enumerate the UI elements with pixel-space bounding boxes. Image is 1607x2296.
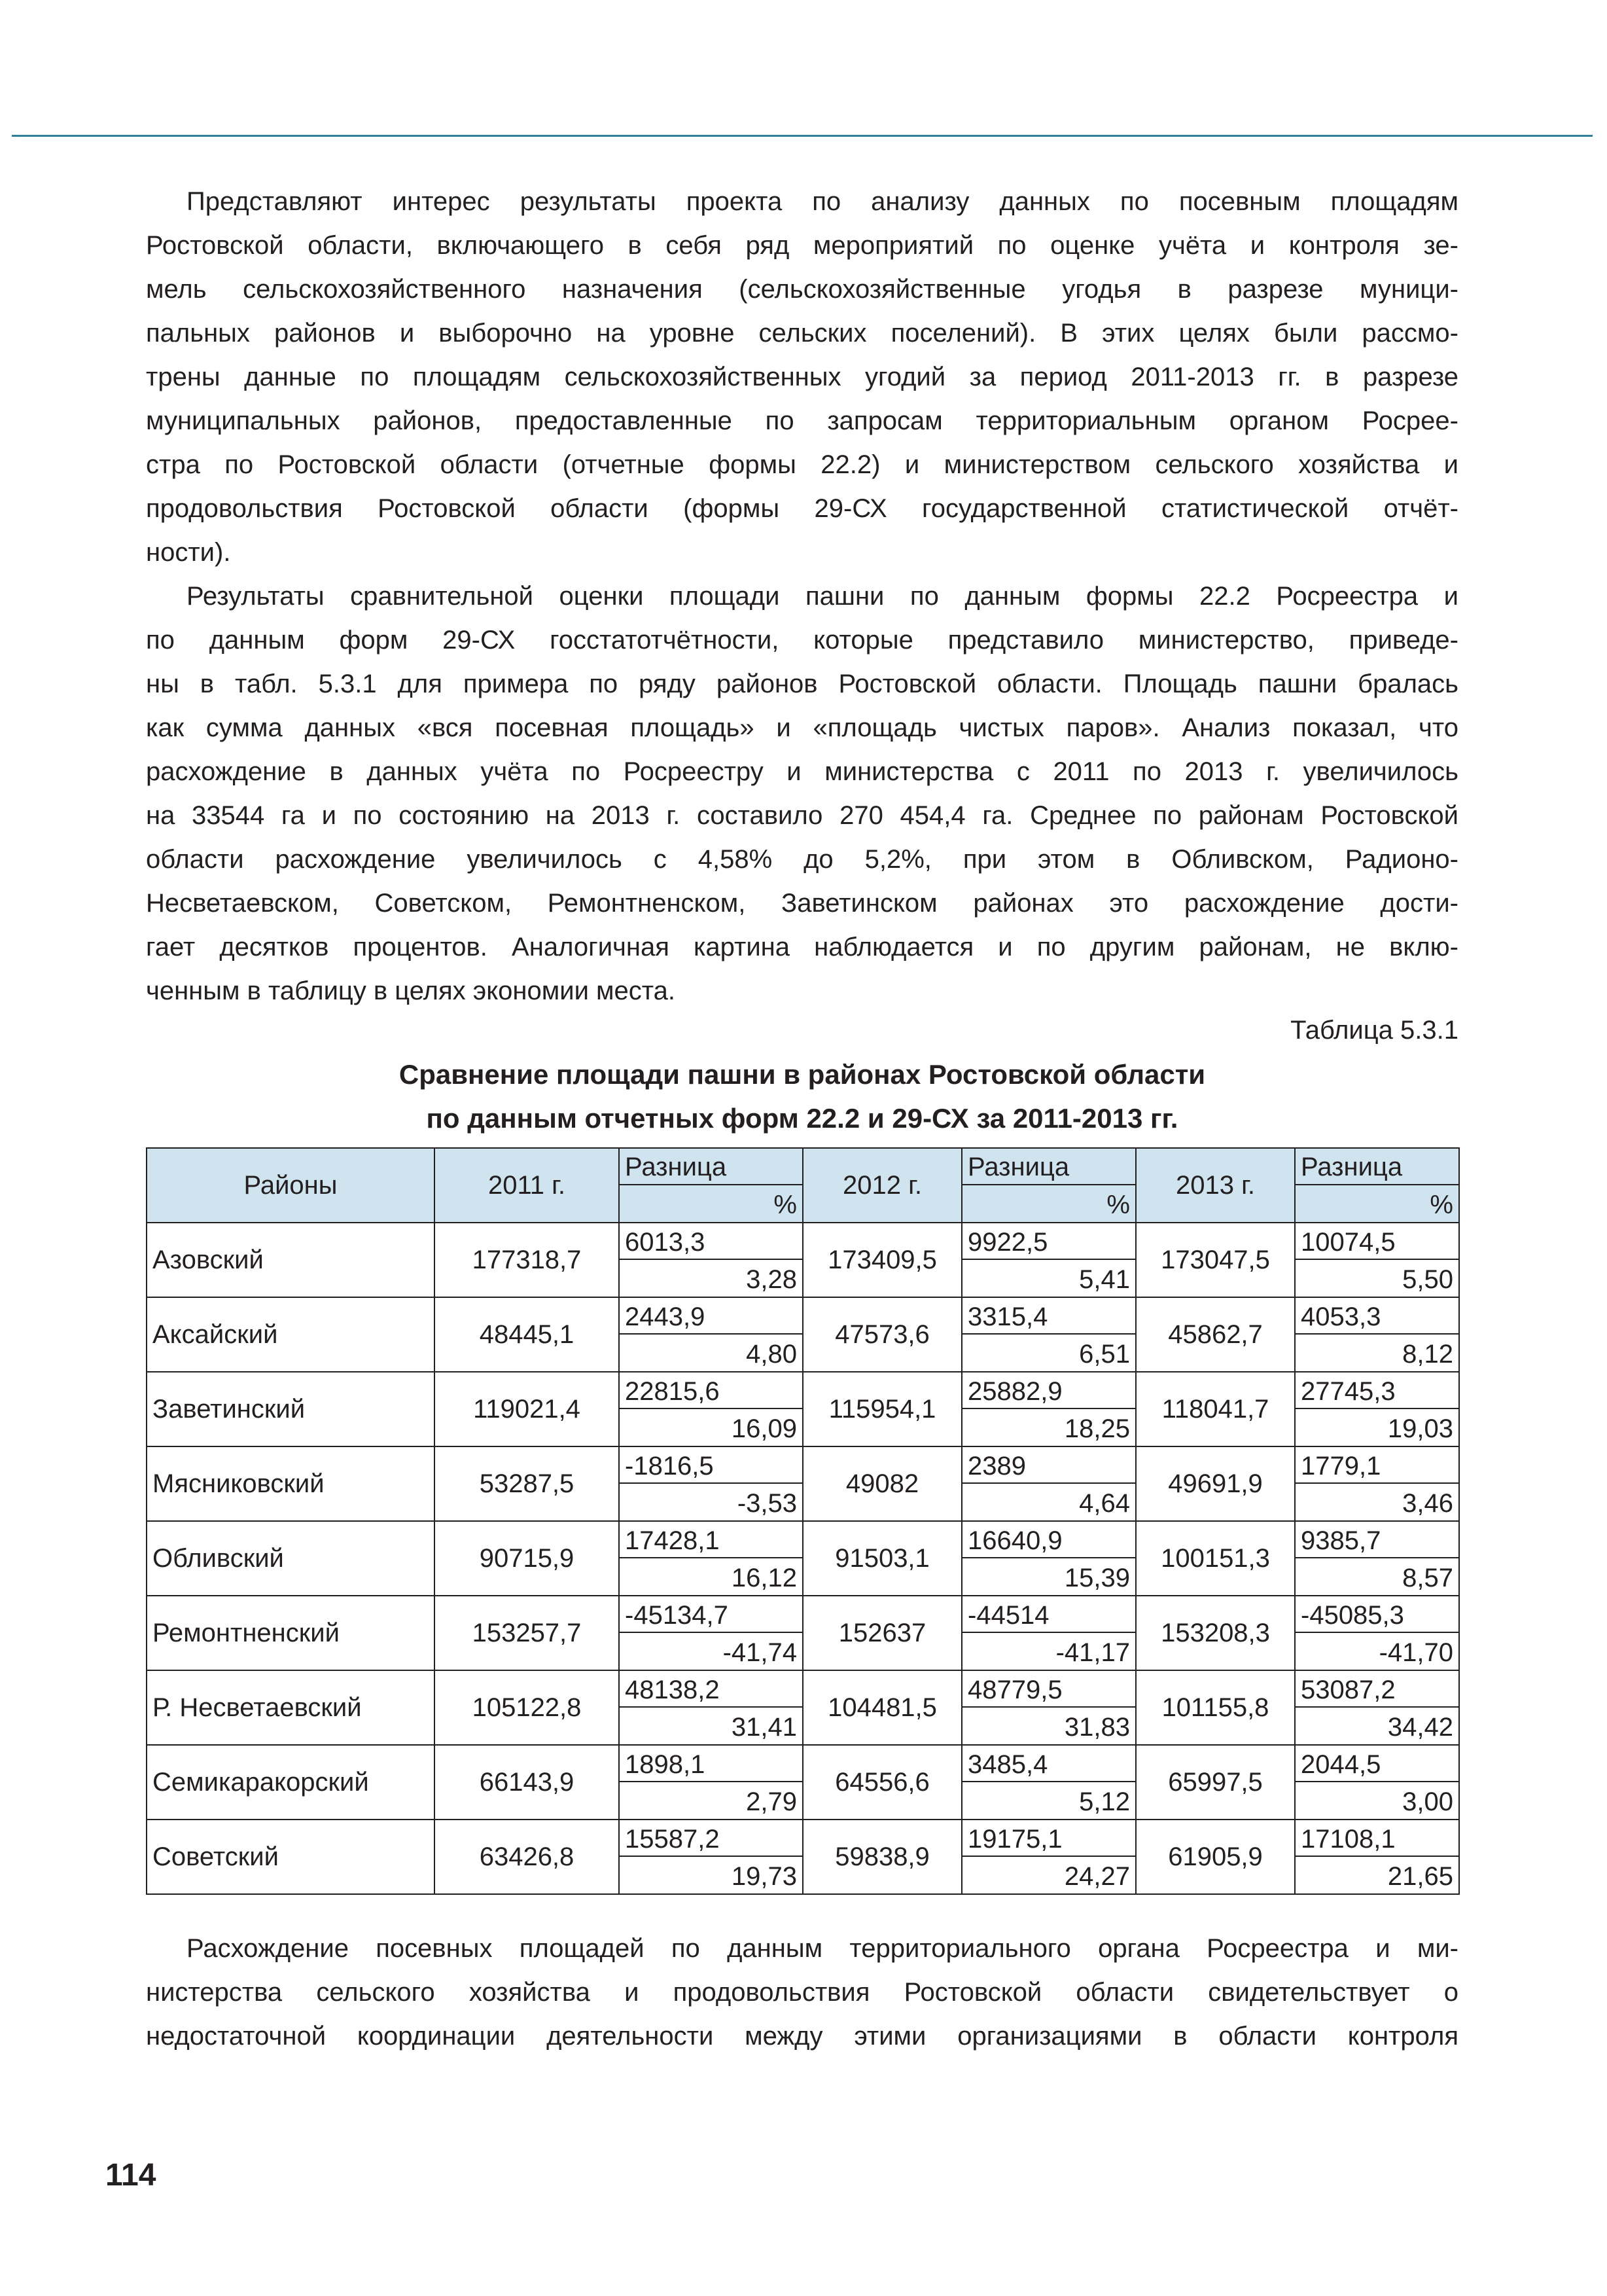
area-value: 100151,3 <box>1136 1521 1295 1596</box>
difference-cell <box>619 1670 803 1745</box>
table-row <box>147 1521 1459 1596</box>
difference-cell <box>962 1297 1136 1372</box>
header-diff-label: Разница <box>620 1149 802 1185</box>
area-value: 105122,8 <box>434 1670 619 1745</box>
difference-percent: -41,70 <box>1379 1638 1453 1667</box>
comparison-table <box>146 1147 1460 1895</box>
difference-percent: 18,25 <box>1064 1414 1130 1443</box>
difference-cell <box>1295 1372 1459 1446</box>
area-value: 119021,4 <box>434 1372 619 1446</box>
table-row <box>147 1745 1459 1820</box>
text-line: Результаты сравнительной оценки площади пашни по данным формы 22.2 Росреестра и <box>186 582 1458 611</box>
difference-percent: -41,74 <box>722 1638 797 1667</box>
difference-value: 19175,1 <box>962 1820 1135 1857</box>
text-line: ченным в таблицу в целях экономии места. <box>146 977 676 1005</box>
difference-percent: -3,53 <box>737 1489 797 1518</box>
text-line: на 33544 га и по состоянию на 2013 г. составило 270 454,4 га. Среднее по районам Ростовской <box>146 801 1458 830</box>
district-name: Заветинский <box>147 1372 434 1446</box>
area-value: 177318,7 <box>434 1223 619 1297</box>
area-value: 90715,9 <box>434 1521 619 1596</box>
area-value: 153208,3 <box>1136 1596 1295 1670</box>
difference-value: 48779,5 <box>962 1671 1135 1708</box>
area-value: 63426,8 <box>434 1820 619 1894</box>
difference-percent: 19,73 <box>731 1862 797 1891</box>
difference-percent: 5,12 <box>1079 1787 1130 1816</box>
difference-percent: 3,46 <box>1402 1489 1453 1518</box>
area-value: 64556,6 <box>803 1745 962 1820</box>
text-line: продовольствия Ростовской области (формы 29-СХ государственной статистической отчёт- <box>146 494 1458 523</box>
difference-percent: 4,80 <box>746 1340 797 1369</box>
difference-value: 3315,4 <box>962 1298 1135 1335</box>
text-line: нистерства сельского хозяйства и продовольствия Ростовской области свидетельствует о <box>146 1978 1458 2007</box>
difference-cell <box>1295 1820 1459 1894</box>
difference-cell <box>1295 1223 1459 1297</box>
district-name: Ремонтненский <box>147 1596 434 1670</box>
district-name: Азовский <box>147 1223 434 1297</box>
difference-value: 22815,6 <box>620 1372 802 1409</box>
difference-percent: 21,65 <box>1387 1862 1453 1891</box>
difference-cell <box>1295 1745 1459 1820</box>
difference-percent: 2,79 <box>746 1787 797 1816</box>
difference-percent: 8,12 <box>1402 1340 1453 1369</box>
text-line: стра по Ростовской области (отчетные формы 22.2) и министерством сельского хозяйства и <box>146 450 1458 479</box>
page-number: 114 <box>105 2158 156 2193</box>
area-value: 173409,5 <box>803 1223 962 1297</box>
table-row <box>147 1820 1459 1894</box>
header-2012: 2012 г. <box>803 1148 962 1223</box>
area-value: 104481,5 <box>803 1670 962 1745</box>
text-line: мель сельскохозяйственного назначения (сельскохозяйственные угодья в разрезе муници- <box>146 275 1458 304</box>
difference-cell <box>1295 1670 1459 1745</box>
difference-cell <box>619 1745 803 1820</box>
area-value: 45862,7 <box>1136 1297 1295 1372</box>
difference-cell <box>619 1372 803 1446</box>
difference-value: 4053,3 <box>1296 1298 1458 1335</box>
text-line: гает десятков процентов. Аналогичная картина наблюдается и по другим районам, не вклю- <box>146 933 1458 961</box>
text-line: Несветаевском, Советском, Ремонтненском, Заветинском районах это расхождение дости- <box>146 889 1458 918</box>
difference-percent: 16,09 <box>731 1414 797 1443</box>
difference-percent: 31,41 <box>731 1713 797 1742</box>
difference-percent: -41,17 <box>1055 1638 1130 1667</box>
area-value: 61905,9 <box>1136 1820 1295 1894</box>
difference-value: 27745,3 <box>1296 1372 1458 1409</box>
header-diff-label: Разница <box>962 1149 1135 1185</box>
header-2013: 2013 г. <box>1136 1148 1295 1223</box>
difference-cell <box>619 1596 803 1670</box>
area-value: 49082 <box>803 1446 962 1521</box>
difference-percent: 8,57 <box>1402 1564 1453 1592</box>
difference-value: 17108,1 <box>1296 1820 1458 1857</box>
text-line: расхождение в данных учёта по Росреестру и министерства с 2011 по 2013 г. увеличилось <box>146 757 1458 786</box>
area-value: 65997,5 <box>1136 1745 1295 1820</box>
difference-value: -44514 <box>962 1596 1135 1633</box>
difference-cell <box>962 1670 1136 1745</box>
district-name: Р. Несветаевский <box>147 1670 434 1745</box>
area-value: 49691,9 <box>1136 1446 1295 1521</box>
table-header-row <box>147 1148 1459 1223</box>
top-rule <box>12 135 1593 137</box>
difference-cell <box>962 1596 1136 1670</box>
text-line: ны в табл. 5.3.1 для примера по ряду районов Ростовской области. Площадь пашни бралась <box>146 670 1458 698</box>
header-2011: 2011 г. <box>434 1148 619 1223</box>
area-value: 173047,5 <box>1136 1223 1295 1297</box>
difference-value: 17428,1 <box>620 1522 802 1558</box>
difference-value: 3485,4 <box>962 1746 1135 1782</box>
difference-cell <box>619 1521 803 1596</box>
difference-cell <box>962 1223 1136 1297</box>
text-line: Представляют интерес результаты проекта по анализу данных по посевным площадям <box>186 187 1458 216</box>
area-value: 153257,7 <box>434 1596 619 1670</box>
header-diff-2011 <box>619 1148 803 1223</box>
difference-value: 16640,9 <box>962 1522 1135 1558</box>
header-pct-label: % <box>1106 1191 1130 1219</box>
difference-value: 53087,2 <box>1296 1671 1458 1708</box>
difference-cell <box>619 1446 803 1521</box>
table-row <box>147 1372 1459 1446</box>
difference-percent: 19,03 <box>1387 1414 1453 1443</box>
table-row <box>147 1596 1459 1670</box>
difference-cell <box>619 1297 803 1372</box>
header-pct-label: % <box>1430 1191 1453 1219</box>
text-line: Ростовской области, включающего в себя ряд мероприятий по оценке учёта и контроля зе- <box>146 231 1458 260</box>
difference-percent: 24,27 <box>1064 1862 1130 1891</box>
district-name: Аксайский <box>147 1297 434 1372</box>
difference-value: 1898,1 <box>620 1746 802 1782</box>
area-value: 152637 <box>803 1596 962 1670</box>
difference-value: 48138,2 <box>620 1671 802 1708</box>
difference-percent: 15,39 <box>1064 1564 1130 1592</box>
table-row <box>147 1297 1459 1372</box>
header-pct-label: % <box>773 1191 797 1219</box>
difference-percent: 34,42 <box>1387 1713 1453 1742</box>
text-line: ности). <box>146 538 231 567</box>
difference-percent: 4,64 <box>1079 1489 1130 1518</box>
table-label: Таблица 5.3.1 <box>1290 1016 1458 1045</box>
header-diff-2012 <box>962 1148 1136 1223</box>
difference-value: 6013,3 <box>620 1223 802 1260</box>
district-name: Семикаракорский <box>147 1745 434 1820</box>
area-value: 91503,1 <box>803 1521 962 1596</box>
difference-cell <box>619 1820 803 1894</box>
paragraph-3 <box>146 1927 1458 2058</box>
area-value: 118041,7 <box>1136 1372 1295 1446</box>
area-value: 53287,5 <box>434 1446 619 1521</box>
table-title-line-1: Сравнение площади пашни в районах Ростовской области <box>398 1059 1206 1090</box>
paragraph-2 <box>146 575 1458 1013</box>
difference-cell <box>962 1820 1136 1894</box>
difference-cell <box>1295 1596 1459 1670</box>
area-value: 48445,1 <box>434 1297 619 1372</box>
text-line: муниципальных районов, предоставленные по запросам территориальным органом Росрее- <box>146 406 1458 435</box>
text-line: трены данные по площадям сельскохозяйственных угодий за период 2011-2013 гг. в разрезе <box>146 363 1458 391</box>
area-value: 47573,6 <box>803 1297 962 1372</box>
table-row <box>147 1670 1459 1745</box>
difference-value: 2044,5 <box>1296 1746 1458 1782</box>
difference-value: 9922,5 <box>962 1223 1135 1260</box>
header-diff-2013 <box>1295 1148 1459 1223</box>
difference-percent: 3,28 <box>746 1265 797 1294</box>
difference-percent: 5,50 <box>1402 1265 1453 1294</box>
district-name: Обливский <box>147 1521 434 1596</box>
table-title-line-2: по данным отчетных форм 22.2 и 29-СХ за 2011-2013 гг. <box>426 1103 1178 1134</box>
difference-percent: 5,41 <box>1079 1265 1130 1294</box>
difference-percent: 6,51 <box>1079 1340 1130 1369</box>
header-districts: Районы <box>147 1148 434 1223</box>
district-name: Мясниковский <box>147 1446 434 1521</box>
difference-value: 2389 <box>962 1447 1135 1484</box>
difference-cell <box>962 1446 1136 1521</box>
difference-value: 25882,9 <box>962 1372 1135 1409</box>
difference-cell <box>1295 1446 1459 1521</box>
difference-value: -45134,7 <box>620 1596 802 1633</box>
area-value: 66143,9 <box>434 1745 619 1820</box>
area-value: 59838,9 <box>803 1820 962 1894</box>
text-line: области расхождение увеличилось с 4,58% до 5,2%, при этом в Обливском, Радионо- <box>146 845 1458 874</box>
difference-value: 10074,5 <box>1296 1223 1458 1260</box>
difference-percent: 3,00 <box>1402 1787 1453 1816</box>
difference-cell <box>1295 1521 1459 1596</box>
text-line: по данным форм 29-СХ госстатотчётности, которые представило министерство, приведе- <box>146 626 1458 655</box>
difference-value: 15587,2 <box>620 1820 802 1857</box>
difference-percent: 31,83 <box>1064 1713 1130 1742</box>
district-name: Советский <box>147 1820 434 1894</box>
header-diff-label: Разница <box>1296 1149 1458 1185</box>
difference-cell <box>962 1745 1136 1820</box>
text-line: недостаточной координации деятельности между этими организациями в области контроля <box>146 2022 1458 2051</box>
difference-cell <box>1295 1297 1459 1372</box>
difference-value: -1816,5 <box>620 1447 802 1484</box>
table-row <box>147 1446 1459 1521</box>
text-line: пальных районов и выборочно на уровне сельских поселений). В этих целях были рассмо- <box>146 319 1458 348</box>
difference-cell <box>962 1521 1136 1596</box>
difference-cell <box>619 1223 803 1297</box>
difference-value: 2443,9 <box>620 1298 802 1335</box>
difference-percent: 16,12 <box>731 1564 797 1592</box>
difference-value: 1779,1 <box>1296 1447 1458 1484</box>
area-value: 101155,8 <box>1136 1670 1295 1745</box>
text-line: Расхождение посевных площадей по данным территориального органа Росреестра и ми- <box>186 1934 1458 1963</box>
text-line: как сумма данных «вся посевная площадь» и «площадь чистых паров». Анализ показал, что <box>146 713 1458 742</box>
table-row <box>147 1223 1459 1297</box>
difference-value: 9385,7 <box>1296 1522 1458 1558</box>
paragraph-1 <box>146 180 1458 575</box>
difference-value: -45085,3 <box>1296 1596 1458 1633</box>
area-value: 115954,1 <box>803 1372 962 1446</box>
difference-cell <box>962 1372 1136 1446</box>
